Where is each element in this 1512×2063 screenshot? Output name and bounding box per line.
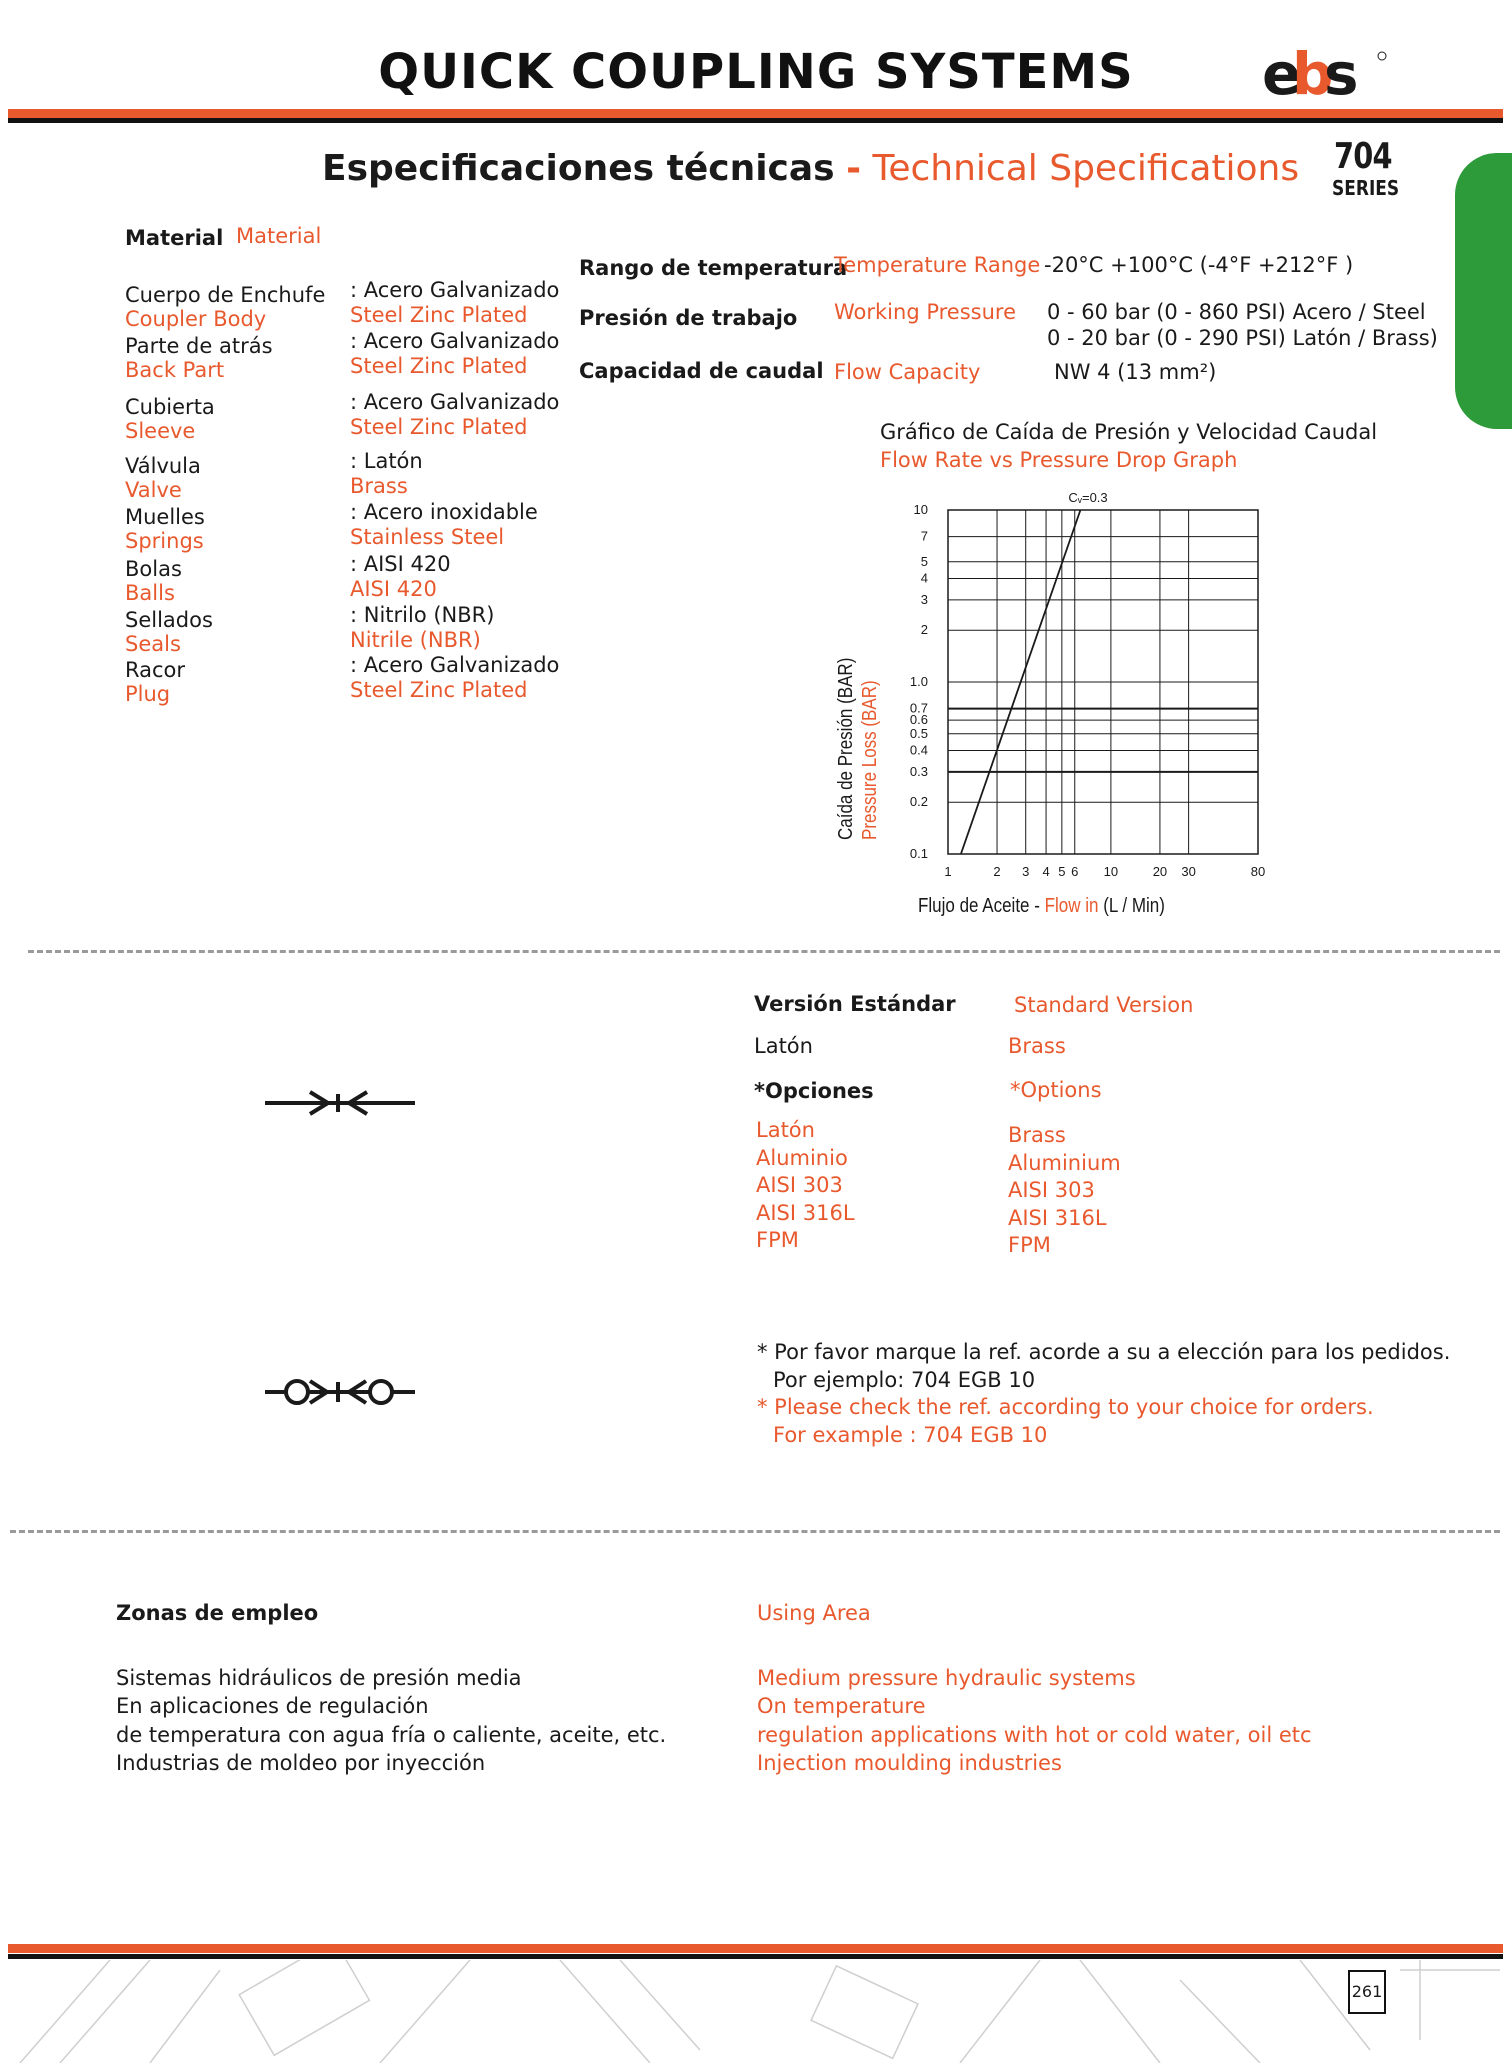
usage-list-en (757, 1663, 1312, 1777)
option-item-en: AISI 303 (1008, 1178, 1095, 1202)
material-part-en: Plug (125, 682, 171, 706)
note-en-line1: * Please check the ref. according to your choice for orders. (757, 1395, 1374, 1419)
section-title-en: Technical Specifications (872, 148, 1300, 189)
material-part-es: Parte de atrás (125, 334, 273, 358)
pressure-value-steel: 0 - 60 bar (0 - 860 PSI) Acero / Steel (1047, 300, 1426, 324)
header-black-bar (8, 118, 1503, 123)
usage-line-en: Medium pressure hydraulic systems (757, 1666, 1136, 1690)
standard-material-es: Latón (754, 1034, 813, 1058)
usage-line-en: regulation applications with hot or cold water, oil etc (757, 1723, 1312, 1747)
chart-x-tick-label: 3 (1022, 864, 1030, 879)
chart-y-tick-label: 7 (920, 528, 928, 544)
material-value-es: : Acero inoxidable (350, 500, 538, 524)
usage-line-es: En aplicaciones de regulación (116, 1694, 429, 1718)
temperature-label-en: Temperature Range (834, 253, 1041, 277)
material-part-es: Racor (125, 658, 186, 682)
material-value-en: Steel Zinc Plated (350, 303, 528, 327)
chart-x-tick-label: 10 (1103, 864, 1119, 879)
pressure-label-en: Working Pressure (834, 300, 1016, 324)
material-value-en: Stainless Steel (350, 525, 505, 549)
options-heading-en: *Options (1010, 1078, 1102, 1102)
usage-list-es (116, 1663, 666, 1777)
chart-y-tick-label: 1.0 (909, 674, 928, 689)
note-es-line1: * Por favor marque la ref. acorde a su a elección para los pedidos. (757, 1340, 1451, 1364)
divider-2 (10, 1530, 1500, 1533)
material-heading-en: Material (236, 224, 322, 248)
chart-x-tick-label: 20 (1152, 864, 1168, 879)
option-item-es: AISI 303 (756, 1173, 843, 1197)
material-part-en: Balls (125, 581, 175, 605)
flow-label-es: Capacidad de caudal (579, 359, 824, 383)
coupling-symbol-valved (265, 1375, 415, 1409)
material-value-es: : Latón (350, 449, 423, 473)
option-item-en: AISI 316L (1008, 1205, 1107, 1230)
material-part-en: Back Part (125, 358, 225, 382)
chart-x-tick-label: 30 (1181, 864, 1196, 879)
graph-y-label-es: Caída de Presión (BAR) (835, 657, 857, 840)
svg-text:b: b (1292, 48, 1328, 104)
standard-version-en: Standard Version (1014, 993, 1194, 1017)
material-part-es: Cubierta (125, 395, 215, 419)
material-heading-es: Material (125, 226, 224, 250)
page-number-box (1348, 1970, 1386, 2014)
series-number: 704 (1334, 136, 1392, 177)
option-item-es: Latón (756, 1118, 815, 1142)
material-part-es: Bolas (125, 557, 182, 581)
pressure-drop-chart (830, 480, 1280, 940)
material-value-en: AISI 420 (350, 577, 437, 601)
svg-text:s: s (1324, 48, 1359, 104)
option-item-en: Brass (1008, 1123, 1066, 1147)
pressure-value-brass: 0 - 20 bar (0 - 290 PSI) Latón / Brass) (1047, 326, 1438, 350)
flow-label-en: Flow Capacity (834, 360, 981, 384)
option-item-es: FPM (756, 1228, 799, 1252)
chart-y-tick-label: 0.1 (909, 846, 928, 861)
svg-text:e: e (1262, 48, 1296, 104)
chart-x-tick-label: 80 (1250, 864, 1266, 879)
chart-x-tick-label: 2 (993, 864, 1001, 879)
material-part-es: Sellados (125, 608, 213, 632)
chart-x-tick-label: 4 (1042, 864, 1050, 879)
pressure-label-es: Presión de trabajo (579, 306, 798, 330)
chart-series-label: Cᵥ=0.3 (1068, 490, 1108, 505)
page-header-title: QUICK COUPLING SYSTEMS (378, 44, 1134, 100)
usage-heading-en: Using Area (757, 1601, 871, 1625)
standard-material-en: Brass (1008, 1034, 1066, 1058)
temperature-value: -20°C +100°C (-4°F +212°F ) (1044, 253, 1354, 277)
material-value-es: : AISI 420 (350, 552, 451, 576)
options-list-es (756, 1117, 855, 1255)
page-number: 261 (1351, 1982, 1383, 2001)
section-title (322, 148, 1299, 189)
graph-x-label-en: Flow in (1044, 895, 1099, 917)
coupling-symbol-plain (265, 1088, 415, 1118)
chart-y-tick-label: 10 (913, 502, 928, 517)
material-value-es: : Acero Galvanizado (350, 653, 560, 677)
section-title-dash: - (846, 148, 862, 189)
option-item-es: Aluminio (756, 1145, 848, 1170)
graph-x-label-unit: (L / Min) (1098, 895, 1165, 917)
chart-y-tick-label: 5 (920, 553, 928, 569)
material-part-en: Sleeve (125, 419, 196, 443)
flow-value: NW 4 (13 mm²) (1054, 360, 1217, 384)
material-part-es: Válvula (125, 454, 201, 478)
material-part-en: Coupler Body (125, 307, 267, 331)
material-part-en: Springs (125, 529, 204, 553)
chart-x-tick-label: 1 (944, 864, 952, 879)
chart-y-tick-label: 4 (920, 570, 928, 586)
header-orange-bar (8, 109, 1503, 118)
footer-black-bar (8, 1954, 1503, 1959)
footer-technical-drawing-background (0, 1960, 1512, 2063)
material-value-en: Steel Zinc Plated (350, 678, 528, 702)
chart-y-tick-label: 0.5 (909, 725, 928, 741)
note-en-line2: For example : 704 EGB 10 (773, 1423, 1048, 1447)
usage-line-es: Industrias de moldeo por inyección (116, 1751, 486, 1775)
options-list-en (1008, 1122, 1121, 1260)
options-heading-es: *Opciones (754, 1079, 874, 1103)
usage-line-es: de temperatura con agua fría o caliente, aceite, etc. (116, 1723, 667, 1747)
material-part-es: Cuerpo de Enchufe (125, 283, 326, 307)
chart-y-tick-label: 3 (920, 591, 928, 607)
option-item-en: Aluminium (1008, 1150, 1121, 1175)
material-part-en: Seals (125, 632, 181, 656)
chart-y-tick-label: 0.3 (909, 763, 928, 779)
option-item-en: FPM (1008, 1233, 1051, 1257)
section-title-es: Especificaciones técnicas (322, 148, 835, 189)
usage-heading-es: Zonas de empleo (116, 1601, 319, 1625)
chart-y-tick-label: 0.4 (909, 742, 928, 758)
series-green-tab (1455, 153, 1512, 429)
chart-y-tick-label: 0.6 (909, 712, 928, 728)
chart-x-tick-label: 6 (1071, 864, 1079, 879)
ebs-logo (1262, 48, 1390, 104)
standard-version-es: Versión Estándar (754, 992, 956, 1016)
temperature-label-es: Rango de temperatura (579, 256, 848, 280)
footer-orange-bar (8, 1944, 1503, 1953)
material-value-es: : Acero Galvanizado (350, 329, 560, 353)
graph-title-en: Flow Rate vs Pressure Drop Graph (880, 448, 1238, 472)
usage-line-es: Sistemas hidráulicos de presión media (116, 1666, 522, 1690)
graph-title-es: Gráfico de Caída de Presión y Velocidad Caudal (880, 420, 1378, 444)
usage-line-en: Injection moulding industries (757, 1751, 1062, 1775)
series-label: SERIES (1332, 176, 1400, 200)
graph-x-label-es: Flujo de Aceite - (918, 895, 1045, 917)
material-part-es: Muelles (125, 505, 205, 529)
chart-y-tick-label: 0.7 (909, 700, 928, 716)
material-value-en: Steel Zinc Plated (350, 354, 528, 378)
graph-y-label (834, 625, 882, 840)
divider-1 (28, 950, 1500, 953)
option-item-es: AISI 316L (756, 1200, 855, 1225)
material-value-es: : Acero Galvanizado (350, 390, 560, 414)
note-es-line2: Por ejemplo: 704 EGB 10 (773, 1368, 1036, 1392)
material-value-es: : Nitrilo (NBR) (350, 603, 495, 627)
graph-y-label-en: Pressure Loss (BAR) (859, 680, 881, 840)
usage-line-en: On temperature (757, 1694, 926, 1718)
chart-y-tick-label: 2 (920, 622, 928, 638)
material-value-en: Brass (350, 474, 408, 498)
graph-x-label (918, 895, 1165, 918)
material-value-en: Nitrile (NBR) (350, 628, 481, 652)
material-value-en: Steel Zinc Plated (350, 415, 528, 439)
chart-x-tick-label: 5 (1058, 864, 1066, 879)
chart-y-tick-label: 0.2 (909, 794, 928, 810)
material-part-en: Valve (125, 478, 182, 502)
material-value-es: : Acero Galvanizado (350, 278, 560, 302)
